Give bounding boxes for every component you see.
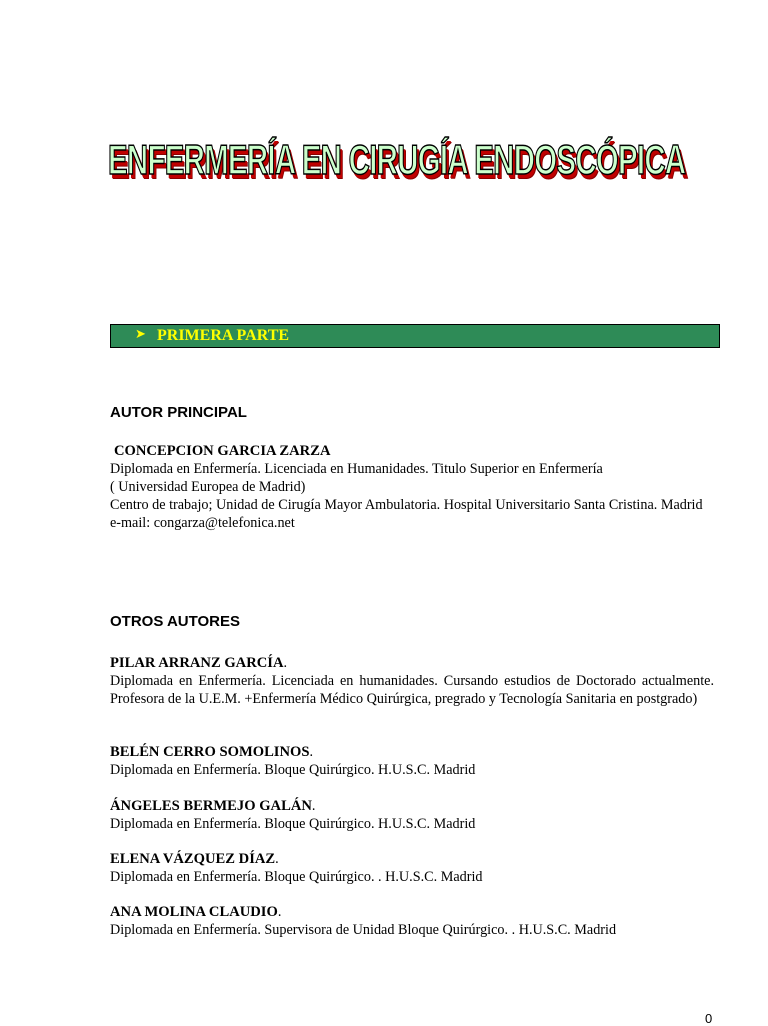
main-author-name: CONCEPCION GARCIA ZARZA	[114, 443, 331, 459]
author-name: ÁNGELES BERMEJO GALÁN	[110, 798, 312, 814]
author-description: Diplomada en Enfermería. Bloque Quirúrgico. H.U.S.C. Madrid	[110, 762, 476, 778]
author-name: BELÉN CERRO SOMOLINOS	[110, 744, 310, 760]
author-name-suffix: .	[311, 798, 316, 814]
author-entry	[110, 903, 714, 939]
author-name-suffix: .	[277, 904, 282, 920]
page-number: 0	[705, 1011, 713, 1026]
author-entry	[110, 743, 714, 779]
author-description: Diplomada en Enfermería. Licenciada en humanidades. Cursando estudios de Doctorado actualmente. Profesora de la U.E.M. +Enfermería Médico Quirúrgica, pregrado y Tecnología Sanitaria en postgrado)	[110, 673, 714, 707]
section-banner	[110, 324, 720, 348]
author-description: Diplomada en Enfermería. Bloque Quirúrgico. . H.U.S.C. Madrid	[110, 869, 483, 885]
author-entry	[110, 797, 714, 833]
author-name-suffix: .	[309, 744, 314, 760]
main-author-line: Centro de trabajo; Unidad de Cirugía Mayor Ambulatoria. Hospital Universitario Santa Cristina. Madrid	[110, 497, 703, 513]
author-entry	[110, 850, 714, 886]
main-author-line: ( Universidad Europea de Madrid)	[110, 479, 306, 495]
document-title	[108, 128, 686, 192]
author-description: Diplomada en Enfermería. Bloque Quirúrgico. H.U.S.C. Madrid	[110, 816, 476, 832]
other-authors-heading: OTROS AUTORES	[110, 613, 241, 630]
section-label: PRIMERA PARTE	[157, 327, 290, 344]
author-description: Diplomada en Enfermería. Supervisora de Unidad Bloque Quirúrgico. . H.U.S.C. Madrid	[110, 922, 617, 938]
author-name: ANA MOLINA CLAUDIO	[110, 904, 278, 920]
author-entry	[110, 654, 714, 708]
author-name: ELENA VÁZQUEZ DÍAZ	[110, 851, 276, 867]
main-author-email: e-mail: congarza@telefonica.net	[110, 515, 295, 531]
author-name: PILAR ARRANZ GARCÍA	[110, 655, 284, 671]
main-author-heading: AUTOR PRINCIPAL	[110, 404, 247, 421]
author-name-suffix: .	[275, 851, 279, 867]
main-author-block	[110, 442, 714, 532]
arrow-right-icon: ➤	[135, 327, 146, 342]
main-author-line: Diplomada en Enfermería. Licenciada en Humanidades. Titulo Superior en Enfermería	[110, 461, 603, 477]
author-name-suffix: .	[283, 655, 288, 671]
document-title-text: ENFERMERÍA EN CIRUGÍA ENDOSCÓPICA	[108, 136, 686, 183]
